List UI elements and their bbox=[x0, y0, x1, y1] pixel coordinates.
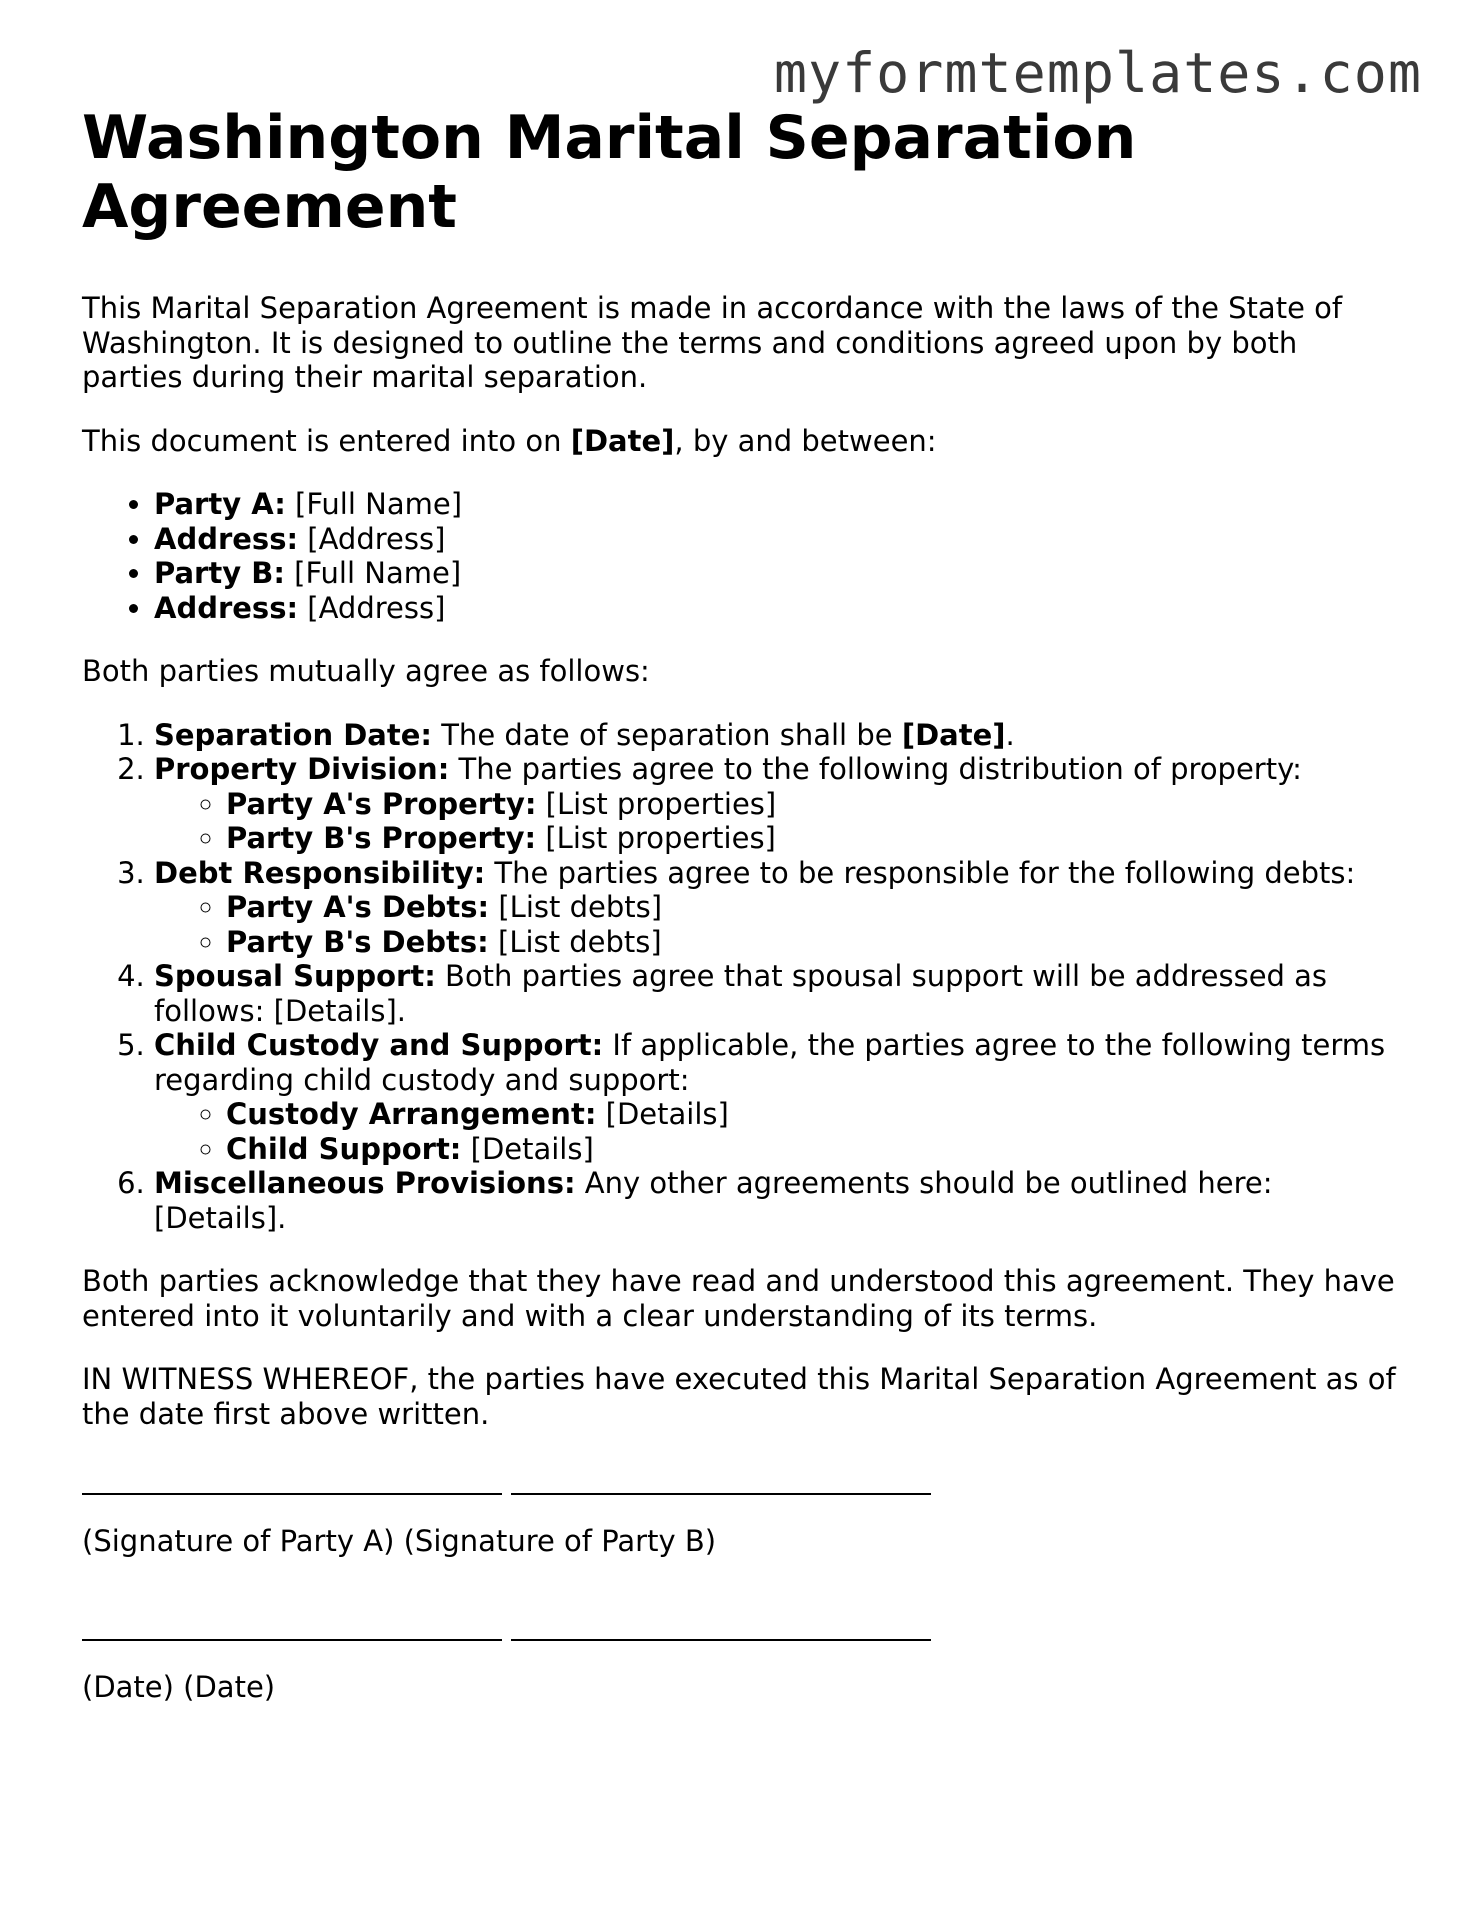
party-b-name-item bbox=[154, 556, 1402, 591]
date-labels: (Date) (Date) bbox=[82, 1669, 276, 1704]
party-value: [Address] bbox=[298, 521, 446, 556]
entered-into-paragraph bbox=[82, 424, 1402, 459]
party-label: Address: bbox=[154, 521, 299, 556]
date-lines-row bbox=[82, 1606, 1402, 1641]
term-text: The parties agree to the following distribution of property: bbox=[449, 752, 1302, 786]
party-a-address-item bbox=[154, 522, 1402, 557]
entered-text-before: This document is entered into on bbox=[82, 423, 571, 458]
term-label: Spousal Support: bbox=[154, 959, 436, 993]
party-value: [Full Name] bbox=[285, 487, 463, 521]
sublist-item bbox=[226, 1132, 1402, 1167]
term-debt-responsibility bbox=[154, 856, 1402, 960]
term-text: The parties agree to be responsible for the following debts: bbox=[485, 855, 1356, 890]
entered-date-placeholder: [Date] bbox=[570, 423, 675, 458]
term-text: Both parties agree that spousal support will be addressed as follows: [Details]. bbox=[154, 959, 1328, 1028]
term-label: Child Custody and Support: bbox=[154, 1028, 604, 1062]
sublist-label: Party B's Property: bbox=[226, 821, 537, 855]
site-watermark: myformtemplates.com bbox=[773, 41, 1422, 105]
sublist-label: Party A's Property: bbox=[226, 786, 537, 821]
term-text: Any other agreements should be outlined here: [Details]. bbox=[154, 1166, 1273, 1235]
party-b-address-item bbox=[154, 591, 1402, 626]
child-sublist bbox=[154, 1097, 1402, 1166]
party-label: Party B: bbox=[154, 556, 285, 590]
party-label: Party A: bbox=[154, 487, 286, 521]
term-label: Debt Responsibility: bbox=[154, 855, 486, 890]
separation-date-placeholder: [Date] bbox=[901, 717, 1006, 752]
date-line-party-b[interactable] bbox=[511, 1609, 931, 1641]
sublist-value: [Details] bbox=[596, 1097, 729, 1131]
party-value: [Full Name] bbox=[284, 556, 462, 590]
term-label: Separation Date: bbox=[154, 717, 432, 752]
debt-sublist bbox=[154, 890, 1402, 959]
term-text: The date of separation shall be bbox=[432, 717, 902, 752]
property-sublist bbox=[154, 787, 1402, 856]
sublist-item bbox=[226, 925, 1402, 960]
term-label: Property Division: bbox=[154, 752, 450, 786]
agree-intro-paragraph: Both parties mutually agree as follows: bbox=[82, 654, 650, 688]
term-text: If applicable, the parties agree to the following terms regarding child custody and support: bbox=[154, 1028, 1386, 1097]
sublist-item bbox=[226, 890, 1402, 925]
sublist-label: Party B's Debts: bbox=[226, 924, 489, 959]
date-line-party-a[interactable] bbox=[82, 1609, 502, 1641]
party-label: Address: bbox=[154, 590, 299, 625]
sublist-label: Party A's Debts: bbox=[226, 890, 490, 924]
sublist-item bbox=[226, 787, 1402, 822]
document-title: Washington Marital Separation Agreement bbox=[82, 103, 1137, 242]
intro-paragraph: This Marital Separation Agreement is made in accordance with the laws of the State of Washington. It is designed to outline the terms and conditions agreed upon by both parties during their marital separation. bbox=[82, 291, 1343, 394]
sublist-value: [List properties] bbox=[536, 821, 776, 855]
sublist-item bbox=[226, 821, 1402, 856]
witness-paragraph: IN WITNESS WHEREOF, the parties have executed this Marital Separation Agreement as of the date first above written. bbox=[82, 1362, 1396, 1431]
term-property-division bbox=[154, 752, 1402, 856]
signature-lines-row bbox=[82, 1460, 1402, 1495]
party-a-name-item bbox=[154, 487, 1402, 522]
acknowledgment-paragraph: Both parties acknowledge that they have read and understood this agreement. They have entered into it voluntarily and with a clear understanding of its terms. bbox=[82, 1264, 1395, 1333]
signature-line-party-a[interactable] bbox=[82, 1463, 502, 1495]
sublist-item bbox=[226, 1097, 1402, 1132]
signature-line-party-b[interactable] bbox=[511, 1463, 931, 1495]
party-value: [Address] bbox=[298, 590, 446, 625]
document-page bbox=[82, 104, 1402, 1704]
sublist-label: Custody Arrangement: bbox=[226, 1097, 597, 1131]
term-text-end: . bbox=[1005, 717, 1015, 752]
term-child-custody bbox=[154, 1028, 1402, 1166]
terms-list bbox=[82, 718, 1402, 1236]
sublist-label: Child Support: bbox=[226, 1131, 462, 1166]
sublist-value: [List properties] bbox=[536, 786, 777, 821]
signature-labels: (Signature of Party A) (Signature of Party B) bbox=[82, 1523, 717, 1558]
sublist-value: [Details] bbox=[461, 1131, 594, 1166]
term-miscellaneous bbox=[154, 1166, 1402, 1235]
term-spousal-support bbox=[154, 959, 1402, 1028]
sublist-value: [List debts] bbox=[488, 924, 662, 959]
sublist-value: [List debts] bbox=[489, 890, 663, 924]
entered-text-after: , by and between: bbox=[674, 423, 937, 458]
parties-list bbox=[82, 487, 1402, 625]
term-label: Miscellaneous Provisions: bbox=[154, 1166, 576, 1200]
term-separation-date bbox=[154, 718, 1402, 753]
